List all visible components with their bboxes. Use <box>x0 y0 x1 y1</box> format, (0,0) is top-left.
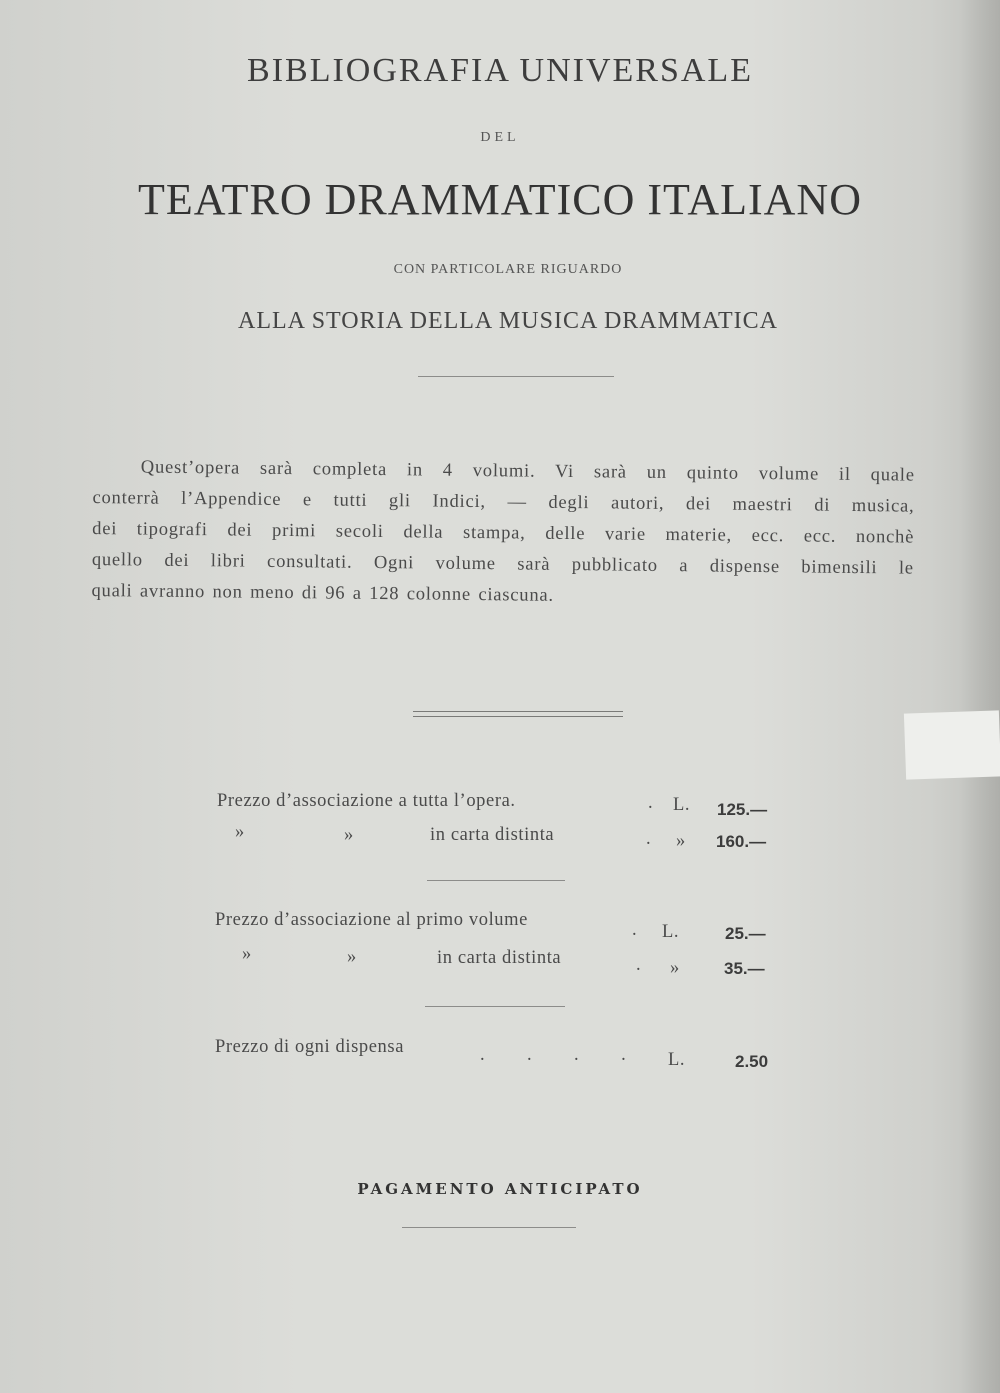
price-currency: L. <box>673 795 691 815</box>
price-label: Prezzo d’associazione a tutta l’opera. <box>217 791 516 811</box>
price-currency: » <box>670 958 680 978</box>
title-line-2: DEL <box>480 130 520 145</box>
divider <box>427 880 565 881</box>
subtitle-line-2: ALLA STORIA DELLA MUSICA DRAMMATICA <box>238 308 778 334</box>
double-divider-bottom <box>413 716 623 717</box>
payment-notice: PAGAMENTO ANTICIPATO <box>357 1180 643 1198</box>
price-label: Prezzo d’associazione al primo volume <box>215 910 528 930</box>
paragraph-line: quali avranno non meno di 96 a 128 colonne ciascuna. <box>91 580 554 606</box>
price-amount: 25.— <box>725 924 766 943</box>
price-dot: . <box>632 920 638 940</box>
price-label: in carta distinta <box>437 948 562 968</box>
paper-tab <box>904 710 1000 779</box>
main-title: TEATRO DRAMMATICO ITALIANO <box>138 175 862 224</box>
double-divider-top <box>413 711 623 712</box>
ditto-mark: » <box>344 825 354 845</box>
price-amount: 125.— <box>717 800 768 819</box>
price-dot: . <box>646 829 652 849</box>
ditto-mark: » <box>347 947 357 967</box>
price-amount: 35.— <box>724 959 765 978</box>
paragraph-line: quello dei libri consultati. Ogni volume sarà pubblicato a dispense bimensili le <box>91 549 914 579</box>
paragraph-line: Quest’opera sarà completa in 4 volumi. Vi sarà un quinto volume il quale <box>140 457 915 486</box>
title-line-1: BIBLIOGRAFIA UNIVERSALE <box>247 52 753 89</box>
price-amount: 160.— <box>716 832 767 851</box>
paragraph-line: dei tipografi dei primi secoli della stampa, delle varie materie, ecc. ecc. nonchè <box>92 518 915 548</box>
price-currency: L. <box>662 922 680 942</box>
subtitle-line-1: CON PARTICOLARE RIGUARDO <box>393 262 623 277</box>
divider-top <box>418 376 614 377</box>
divider-bottom <box>402 1227 576 1228</box>
ditto-mark: » <box>235 822 245 842</box>
price-label: in carta distinta <box>430 825 555 845</box>
price-dot: . <box>636 955 642 975</box>
divider <box>425 1006 565 1007</box>
paragraph-line: conterrà l’Appendice e tutti gli Indici, — degli autori, dei maestri di musica, <box>92 487 915 517</box>
price-currency: L. <box>668 1050 686 1070</box>
ditto-mark: » <box>242 944 252 964</box>
price-label: Prezzo di ogni dispensa <box>215 1037 404 1057</box>
price-currency: » <box>676 831 686 851</box>
price-amount: 2.50 <box>735 1052 769 1071</box>
leader-dots: . . . . <box>480 1045 627 1065</box>
price-dot: . <box>648 793 654 813</box>
description-paragraph <box>91 452 915 616</box>
